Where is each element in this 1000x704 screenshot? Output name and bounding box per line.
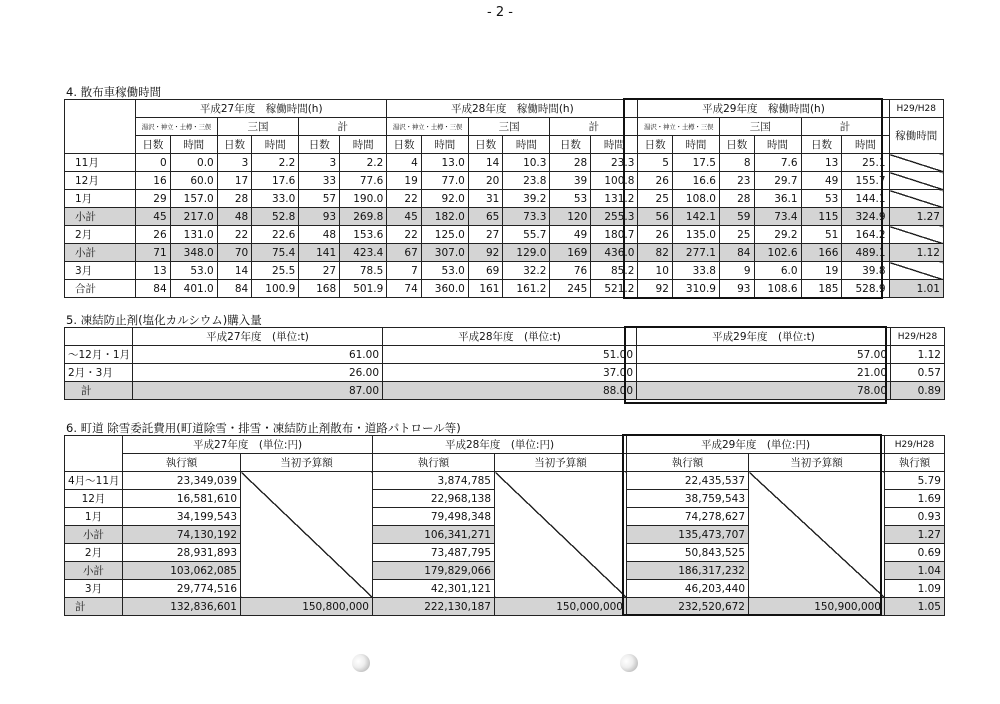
value-cell: 180.7: [591, 226, 638, 244]
year-header-h27: 平成27年度 (単位:円): [123, 436, 373, 454]
exec-value: 74,278,627: [627, 508, 749, 526]
exec-header: 執行額: [627, 454, 749, 472]
exec-header: 執行額: [373, 454, 495, 472]
ratio-cell: 1.09: [885, 580, 945, 598]
table-row: [65, 280, 944, 298]
value-cell: 31: [468, 190, 503, 208]
value-cell: 16: [136, 172, 171, 190]
value-cell: 37.00: [383, 364, 637, 382]
ratio-cell: 5.79: [885, 472, 945, 490]
value-cell: 17: [217, 172, 252, 190]
section-6-title: 6. 町道 除雪委託費用(町道除雪・排雪・凍結防止剤散布・道路パトロール等): [66, 421, 461, 435]
value-cell: 53: [801, 190, 842, 208]
value-cell: 436.0: [591, 244, 638, 262]
days-header: 日数: [638, 136, 673, 154]
value-cell: 67: [387, 244, 422, 262]
value-cell: 39: [550, 172, 591, 190]
exec-value: 28,931,893: [123, 544, 241, 562]
year-header-h27: 平成27年度 (単位:t): [133, 328, 383, 346]
days-header: 日数: [136, 136, 171, 154]
value-cell: 22.6: [252, 226, 299, 244]
budget-header: 当初予算額: [495, 454, 627, 472]
row-label: 12月: [65, 172, 136, 190]
table-row: [65, 226, 944, 244]
value-cell: 17.6: [252, 172, 299, 190]
value-cell: 217.0: [170, 208, 217, 226]
row-label: 3月: [65, 262, 136, 280]
value-cell: 25: [719, 226, 754, 244]
value-cell: 84: [136, 280, 171, 298]
value-cell: 161.2: [503, 280, 550, 298]
value-cell: 36.1: [754, 190, 801, 208]
value-cell: 26: [136, 226, 171, 244]
exec-value: 73,487,795: [373, 544, 495, 562]
value-cell: 29.7: [754, 172, 801, 190]
corner-cell: [65, 436, 123, 472]
ratio-header: H29/H28: [891, 328, 945, 346]
value-cell: 56: [638, 208, 673, 226]
value-cell: 70: [217, 244, 252, 262]
ratio-cell: 1.12: [889, 244, 943, 262]
value-cell: 164.2: [842, 226, 889, 244]
ratio-header: H29/H28: [885, 436, 945, 454]
value-cell: 310.9: [672, 280, 719, 298]
year-header-h29: 平成29年度 (単位:円): [627, 436, 885, 454]
value-cell: 29.2: [754, 226, 801, 244]
row-label: 2月・3月: [65, 364, 133, 382]
days-header: 日数: [217, 136, 252, 154]
value-cell: 131.2: [591, 190, 638, 208]
value-cell: 22: [387, 226, 422, 244]
exec-value: 103,062,085: [123, 562, 241, 580]
ratio-cell: [889, 154, 943, 172]
value-cell: 155.7: [842, 172, 889, 190]
value-cell: 169: [550, 244, 591, 262]
value-cell: 52.8: [252, 208, 299, 226]
value-cell: 16.6: [672, 172, 719, 190]
value-cell: 17.5: [672, 154, 719, 172]
exec-value: 232,520,672: [627, 598, 749, 616]
year-header-h29: 平成29年度 (単位:t): [637, 328, 891, 346]
exec-value: 222,130,187: [373, 598, 495, 616]
group-header: 計: [299, 118, 387, 136]
table-row: [65, 472, 945, 490]
value-cell: 10.3: [503, 154, 550, 172]
value-cell: 19: [801, 262, 842, 280]
value-cell: 71: [136, 244, 171, 262]
value-cell: 23.8: [503, 172, 550, 190]
table-row: [65, 172, 944, 190]
ratio-cell: [889, 190, 943, 208]
ratio-cell: [889, 226, 943, 244]
value-cell: 28: [719, 190, 754, 208]
ratio-header: H29/H28: [889, 100, 943, 118]
table-row-total: [65, 598, 945, 616]
value-cell: 74: [387, 280, 422, 298]
value-cell: 190.0: [340, 190, 387, 208]
value-cell: 88.00: [383, 382, 637, 400]
value-cell: 5: [638, 154, 673, 172]
value-cell: 153.6: [340, 226, 387, 244]
value-cell: 84: [217, 280, 252, 298]
page-number: - 2 -: [487, 5, 513, 20]
exec-value: 38,759,543: [627, 490, 749, 508]
value-cell: 28: [550, 154, 591, 172]
row-label: 計: [65, 598, 123, 616]
value-cell: 92: [468, 244, 503, 262]
ratio-subheader: 執行額: [885, 454, 945, 472]
row-label: 合計: [65, 280, 136, 298]
days-header: 日数: [550, 136, 591, 154]
value-cell: 33: [299, 172, 340, 190]
budget-empty-cell: [241, 472, 373, 598]
value-cell: 51: [801, 226, 842, 244]
value-cell: 93: [299, 208, 340, 226]
value-cell: 14: [468, 154, 503, 172]
value-cell: 13.0: [421, 154, 468, 172]
ratio-cell: 0.93: [885, 508, 945, 526]
value-cell: 348.0: [170, 244, 217, 262]
budget-empty-cell: [495, 472, 627, 598]
binder-hole-decoration: [620, 654, 638, 672]
value-cell: 84: [719, 244, 754, 262]
table-row: [65, 208, 944, 226]
value-cell: 55.7: [503, 226, 550, 244]
value-cell: 0.0: [170, 154, 217, 172]
value-cell: 3: [299, 154, 340, 172]
budget-value: 150,000,000: [495, 598, 627, 616]
value-cell: 59: [719, 208, 754, 226]
value-cell: 141: [299, 244, 340, 262]
row-label: 2月: [65, 226, 136, 244]
budget-empty-cell: [749, 472, 885, 598]
value-cell: 25.1: [842, 154, 889, 172]
value-cell: 255.3: [591, 208, 638, 226]
spreader-hours-table: [64, 99, 944, 298]
exec-value: 186,317,232: [627, 562, 749, 580]
value-cell: 92.0: [421, 190, 468, 208]
value-cell: 39.2: [503, 190, 550, 208]
value-cell: 49: [801, 172, 842, 190]
ratio-cell: 1.01: [889, 280, 943, 298]
value-cell: 75.4: [252, 244, 299, 262]
value-cell: 78.5: [340, 262, 387, 280]
exec-header: 執行額: [123, 454, 241, 472]
row-label: 小計: [65, 208, 136, 226]
value-cell: 32.2: [503, 262, 550, 280]
ratio-cell: [889, 172, 943, 190]
table-row: [65, 346, 945, 364]
value-cell: 0: [136, 154, 171, 172]
value-cell: 7: [387, 262, 422, 280]
days-header: 日数: [468, 136, 503, 154]
group-header: 三国: [468, 118, 550, 136]
year-header-h28: 平成28年度 (単位:円): [373, 436, 627, 454]
budget-value: 150,800,000: [241, 598, 373, 616]
value-cell: 73.4: [754, 208, 801, 226]
group-header: 湯沢・神立・土樽・三俣: [136, 118, 218, 136]
value-cell: 65: [468, 208, 503, 226]
hours-header: 時間: [421, 136, 468, 154]
value-cell: 76: [550, 262, 591, 280]
value-cell: 401.0: [170, 280, 217, 298]
year-header-h28: 平成28年度 (単位:t): [383, 328, 637, 346]
value-cell: 115: [801, 208, 842, 226]
snow-removal-cost-table: [64, 435, 945, 616]
year-header-h27: 平成27年度 稼働時間(h): [136, 100, 387, 118]
table-row: [65, 244, 944, 262]
value-cell: 142.1: [672, 208, 719, 226]
value-cell: 28: [217, 190, 252, 208]
value-cell: 13: [136, 262, 171, 280]
table-row: [65, 364, 945, 382]
value-cell: 131.0: [170, 226, 217, 244]
value-cell: 25.5: [252, 262, 299, 280]
ratio-cell: 1.05: [885, 598, 945, 616]
section-4-title: 4. 散布車稼働時間: [66, 85, 162, 99]
value-cell: 57: [299, 190, 340, 208]
value-cell: 82: [638, 244, 673, 262]
value-cell: 269.8: [340, 208, 387, 226]
budget-header: 当初予算額: [241, 454, 373, 472]
value-cell: 26: [638, 226, 673, 244]
value-cell: 3: [217, 154, 252, 172]
value-cell: 22: [217, 226, 252, 244]
row-label: 計: [65, 382, 133, 400]
value-cell: 2.2: [252, 154, 299, 172]
ratio-cell: 1.27: [885, 526, 945, 544]
value-cell: 144.1: [842, 190, 889, 208]
value-cell: 182.0: [421, 208, 468, 226]
budget-header: 当初予算額: [749, 454, 885, 472]
group-header: 湯沢・神立・土樽・三俣: [387, 118, 469, 136]
corner-cell: [65, 100, 136, 154]
exec-value: 16,581,610: [123, 490, 241, 508]
exec-value: 179,829,066: [373, 562, 495, 580]
value-cell: 135.0: [672, 226, 719, 244]
value-cell: 307.0: [421, 244, 468, 262]
value-cell: 39.8: [842, 262, 889, 280]
value-cell: 49: [550, 226, 591, 244]
value-cell: 7.6: [754, 154, 801, 172]
value-cell: 100.8: [591, 172, 638, 190]
value-cell: 33.0: [252, 190, 299, 208]
value-cell: 45: [387, 208, 422, 226]
corner-cell: [65, 328, 133, 346]
anti-freeze-table: [64, 327, 945, 400]
value-cell: 2.2: [340, 154, 387, 172]
hours-header: 時間: [340, 136, 387, 154]
value-cell: 14: [217, 262, 252, 280]
value-cell: 245: [550, 280, 591, 298]
value-cell: 87.00: [133, 382, 383, 400]
value-cell: 360.0: [421, 280, 468, 298]
group-header: 三国: [719, 118, 801, 136]
value-cell: 166: [801, 244, 842, 262]
value-cell: 13: [801, 154, 842, 172]
days-header: 日数: [801, 136, 842, 154]
days-header: 日数: [387, 136, 422, 154]
value-cell: 102.6: [754, 244, 801, 262]
value-cell: 85.2: [591, 262, 638, 280]
exec-value: 50,843,525: [627, 544, 749, 562]
exec-value: 3,874,785: [373, 472, 495, 490]
exec-value: 22,968,138: [373, 490, 495, 508]
value-cell: 23.3: [591, 154, 638, 172]
value-cell: 21.00: [637, 364, 891, 382]
exec-value: 79,498,348: [373, 508, 495, 526]
value-cell: 4: [387, 154, 422, 172]
value-cell: 25: [638, 190, 673, 208]
value-cell: 528.9: [842, 280, 889, 298]
row-label: 3月: [65, 580, 123, 598]
exec-value: 23,349,039: [123, 472, 241, 490]
ratio-cell: 1.12: [891, 346, 945, 364]
group-header: 計: [550, 118, 638, 136]
value-cell: 69: [468, 262, 503, 280]
value-cell: 129.0: [503, 244, 550, 262]
value-cell: 521.2: [591, 280, 638, 298]
value-cell: 51.00: [383, 346, 637, 364]
value-cell: 168: [299, 280, 340, 298]
row-label: 2月: [65, 544, 123, 562]
group-header: 湯沢・神立・土樽・三俣: [638, 118, 720, 136]
row-label: 4月～11月: [65, 472, 123, 490]
hours-header: 時間: [252, 136, 299, 154]
table-row: [65, 154, 944, 172]
row-label: 小計: [65, 244, 136, 262]
exec-value: 42,301,121: [373, 580, 495, 598]
value-cell: 57.00: [637, 346, 891, 364]
hours-header: 時間: [170, 136, 217, 154]
value-cell: 120: [550, 208, 591, 226]
binder-hole-decoration: [352, 654, 370, 672]
value-cell: 60.0: [170, 172, 217, 190]
value-cell: 33.8: [672, 262, 719, 280]
value-cell: 6.0: [754, 262, 801, 280]
value-cell: 277.1: [672, 244, 719, 262]
hours-header: 時間: [842, 136, 889, 154]
row-label: 小計: [65, 562, 123, 580]
exec-value: 132,836,601: [123, 598, 241, 616]
exec-value: 46,203,440: [627, 580, 749, 598]
exec-value: 29,774,516: [123, 580, 241, 598]
row-label: ～12月・1月: [65, 346, 133, 364]
value-cell: 78.00: [637, 382, 891, 400]
value-cell: 29: [136, 190, 171, 208]
value-cell: 157.0: [170, 190, 217, 208]
row-label: 小計: [65, 526, 123, 544]
exec-value: 22,435,537: [627, 472, 749, 490]
days-header: 日数: [299, 136, 340, 154]
exec-value: 135,473,707: [627, 526, 749, 544]
value-cell: 61.00: [133, 346, 383, 364]
hours-header: 時間: [754, 136, 801, 154]
value-cell: 48: [299, 226, 340, 244]
budget-value: 150,900,000: [749, 598, 885, 616]
value-cell: 48: [217, 208, 252, 226]
value-cell: 10: [638, 262, 673, 280]
exec-value: 106,341,271: [373, 526, 495, 544]
hours-header: 時間: [591, 136, 638, 154]
row-label: 1月: [65, 190, 136, 208]
days-header: 日数: [719, 136, 754, 154]
ratio-cell: 0.89: [891, 382, 945, 400]
value-cell: 22: [387, 190, 422, 208]
value-cell: 19: [387, 172, 422, 190]
value-cell: 489.1: [842, 244, 889, 262]
value-cell: 20: [468, 172, 503, 190]
value-cell: 77.6: [340, 172, 387, 190]
value-cell: 23: [719, 172, 754, 190]
value-cell: 108.6: [754, 280, 801, 298]
value-cell: 26.00: [133, 364, 383, 382]
group-header: 計: [801, 118, 889, 136]
value-cell: 45: [136, 208, 171, 226]
value-cell: 8: [719, 154, 754, 172]
ratio-cell: 1.27: [889, 208, 943, 226]
value-cell: 100.9: [252, 280, 299, 298]
value-cell: 108.0: [672, 190, 719, 208]
value-cell: 26: [638, 172, 673, 190]
value-cell: 77.0: [421, 172, 468, 190]
value-cell: 27: [299, 262, 340, 280]
value-cell: 53.0: [170, 262, 217, 280]
section-5-title: 5. 凍結防止剤(塩化カルシウム)購入量: [66, 313, 262, 327]
hours-header: 時間: [503, 136, 550, 154]
row-label: 11月: [65, 154, 136, 172]
value-cell: 125.0: [421, 226, 468, 244]
value-cell: 324.9: [842, 208, 889, 226]
ratio-cell: 1.69: [885, 490, 945, 508]
exec-value: 74,130,192: [123, 526, 241, 544]
value-cell: 9: [719, 262, 754, 280]
row-label: 12月: [65, 490, 123, 508]
exec-value: 34,199,543: [123, 508, 241, 526]
table-row: [65, 382, 945, 400]
ratio-cell: 0.57: [891, 364, 945, 382]
year-header-h29: 平成29年度 稼働時間(h): [638, 100, 889, 118]
ratio-subheader: 稼働時間: [889, 118, 943, 154]
row-label: 1月: [65, 508, 123, 526]
value-cell: 53.0: [421, 262, 468, 280]
value-cell: 92: [638, 280, 673, 298]
ratio-cell: 1.04: [885, 562, 945, 580]
ratio-cell: 0.69: [885, 544, 945, 562]
value-cell: 423.4: [340, 244, 387, 262]
group-header: 三国: [217, 118, 299, 136]
table-row: [65, 190, 944, 208]
value-cell: 53: [550, 190, 591, 208]
hours-header: 時間: [672, 136, 719, 154]
value-cell: 501.9: [340, 280, 387, 298]
ratio-cell: [889, 262, 943, 280]
value-cell: 93: [719, 280, 754, 298]
table-row: [65, 262, 944, 280]
value-cell: 27: [468, 226, 503, 244]
value-cell: 73.3: [503, 208, 550, 226]
value-cell: 185: [801, 280, 842, 298]
year-header-h28: 平成28年度 稼働時間(h): [387, 100, 638, 118]
value-cell: 161: [468, 280, 503, 298]
